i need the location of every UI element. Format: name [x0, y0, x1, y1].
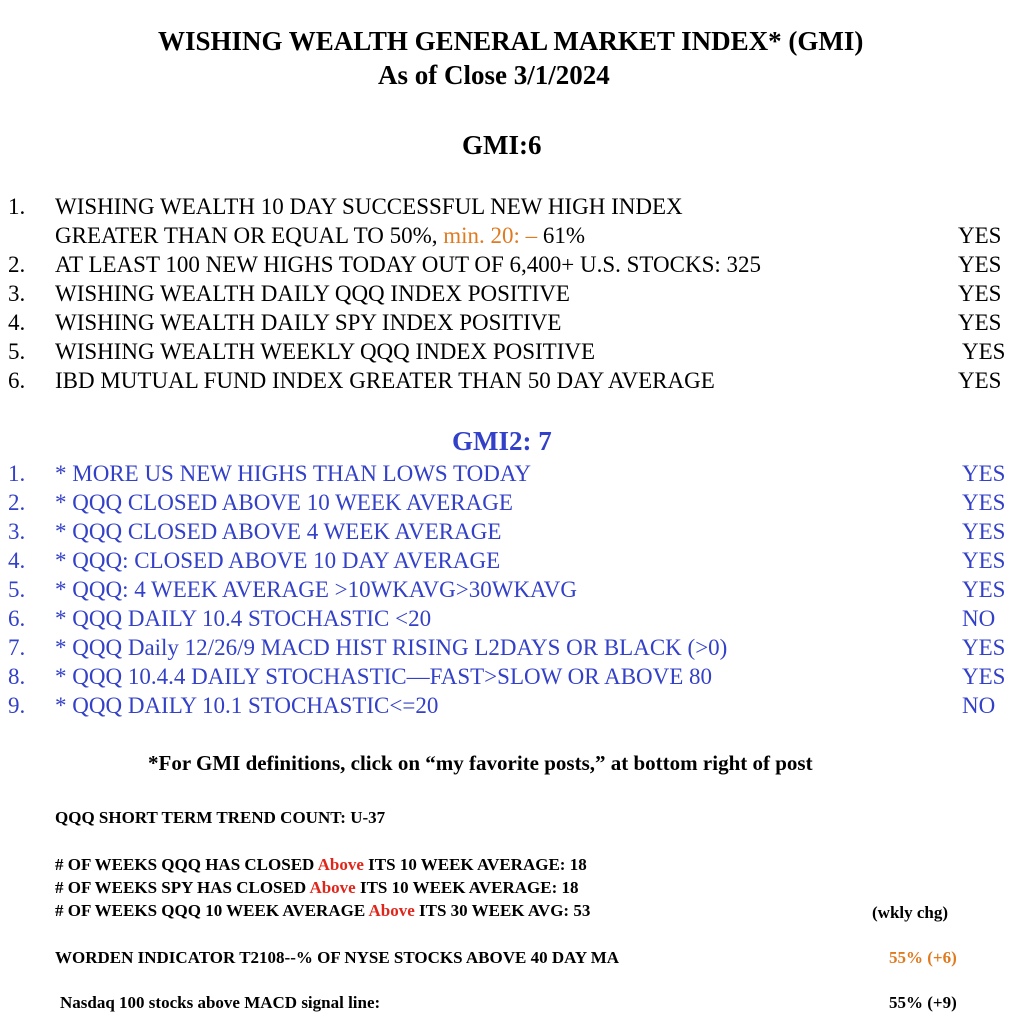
worden-indicator-label: WORDEN INDICATOR T2108--% OF NYSE STOCKS ABOVE 40 DAY MA — [55, 948, 620, 967]
nasdaq-macd-value: 55% (+9) — [889, 993, 957, 1012]
gmi2-item-value: NO — [962, 606, 996, 631]
gmi-item-value: YES — [958, 252, 1002, 277]
gmi-item-text: WISHING WEALTH DAILY QQQ INDEX POSITIVE — [55, 281, 570, 306]
gmi-item-text: WISHING WEALTH DAILY SPY INDEX POSITIVE — [55, 310, 562, 335]
gmi2-score: GMI2: 7 — [452, 426, 552, 456]
weekly-change-header: (wkly chg) — [872, 903, 949, 922]
gmi2-item-num: 1. — [8, 461, 26, 486]
above-word: Above — [309, 878, 356, 897]
gmi-item-value: YES — [958, 368, 1002, 393]
gmi-item-text: WISHING WEALTH 10 DAY SUCCESSFUL NEW HIGH INDEX — [55, 194, 683, 219]
gmi-item-text: WISHING WEALTH WEEKLY QQQ INDEX POSITIVE — [55, 339, 596, 364]
gmi-min-threshold: min. 20: – — [443, 223, 538, 248]
gmi-item-num: 2. — [8, 252, 26, 277]
weeks-text: # OF WEEKS SPY HAS CLOSED — [55, 878, 310, 897]
gmi2-item-text: * QQQ CLOSED ABOVE 10 WEEK AVERAGE — [55, 490, 513, 515]
gmi2-item-value: NO — [962, 693, 996, 718]
weeks-qqq-30wk — [55, 901, 590, 921]
above-word: Above — [368, 901, 415, 920]
gmi2-item-text: * QQQ: 4 WEEK AVERAGE >10WKAVG>30WKAVG — [55, 577, 577, 602]
gmi-item-value: YES — [958, 310, 1002, 335]
gmi2-item-num: 5. — [8, 577, 26, 602]
gmi2-item-value: YES — [962, 490, 1006, 515]
weeks-qqq-10wk — [55, 855, 587, 875]
gmi2-item-num: 9. — [8, 693, 26, 718]
trend-count: QQQ SHORT TERM TREND COUNT: U-37 — [55, 808, 386, 827]
weeks-text: ITS 10 WEEK AVERAGE: 18 — [363, 855, 587, 874]
gmi2-item-text: * QQQ 10.4.4 DAILY STOCHASTIC—FAST>SLOW OR ABOVE 80 — [55, 664, 713, 689]
gmi-item-text — [55, 223, 585, 249]
gmi2-item-num: 6. — [8, 606, 26, 631]
page-subtitle: As of Close 3/1/2024 — [378, 60, 610, 90]
gmi-item-num: 3. — [8, 281, 26, 306]
gmi-item-num: 1. — [8, 194, 26, 219]
worden-indicator-value: 55% (+6) — [889, 948, 957, 967]
above-word: Above — [317, 855, 364, 874]
gmi-score: GMI:6 — [462, 130, 542, 160]
weeks-text: # OF WEEKS QQQ 10 WEEK AVERAGE — [55, 901, 369, 920]
gmi2-item-text: * QQQ: CLOSED ABOVE 10 DAY AVERAGE — [55, 548, 501, 573]
gmi2-item-num: 7. — [8, 635, 26, 660]
gmi-item-text-part: GREATER THAN OR EQUAL TO 50%, — [55, 223, 444, 248]
weeks-text: ITS 30 WEEK AVG: 53 — [414, 901, 591, 920]
weeks-text: ITS 10 WEEK AVERAGE: 18 — [355, 878, 579, 897]
gmi-item-num: 5. — [8, 339, 26, 364]
weeks-text: # OF WEEKS QQQ HAS CLOSED — [55, 855, 318, 874]
gmi-item-text: IBD MUTUAL FUND INDEX GREATER THAN 50 DAY AVERAGE — [55, 368, 715, 393]
gmi2-item-value: YES — [962, 519, 1006, 544]
gmi-item-num: 6. — [8, 368, 26, 393]
gmi2-item-value: YES — [962, 461, 1006, 486]
gmi2-item-text: * QQQ DAILY 10.1 STOCHASTIC<=20 — [55, 693, 439, 718]
weeks-spy-10wk — [55, 878, 579, 898]
gmi-item-text: AT LEAST 100 NEW HIGHS TODAY OUT OF 6,400+ U.S. STOCKS: 325 — [55, 252, 762, 277]
gmi2-item-text: * QQQ CLOSED ABOVE 4 WEEK AVERAGE — [55, 519, 502, 544]
gmi2-item-num: 4. — [8, 548, 26, 573]
gmi-item-value: YES — [958, 281, 1002, 306]
gmi-item-value: YES — [958, 223, 1002, 248]
gmi2-item-value: YES — [962, 635, 1006, 660]
page-title: WISHING WEALTH GENERAL MARKET INDEX* (GMI) — [158, 26, 864, 56]
gmi2-item-num: 3. — [8, 519, 26, 544]
gmi2-item-value: YES — [962, 548, 1006, 573]
gmi2-item-text: * MORE US NEW HIGHS THAN LOWS TODAY — [55, 461, 532, 486]
gmi2-item-num: 8. — [8, 664, 26, 689]
gmi2-item-value: YES — [962, 664, 1006, 689]
nasdaq-macd-label: Nasdaq 100 stocks above MACD signal line: — [60, 993, 381, 1012]
gmi-item-num: 4. — [8, 310, 26, 335]
gmi-item-text-part: 61% — [537, 223, 586, 248]
gmi2-item-value: YES — [962, 577, 1006, 602]
definitions-note: *For GMI definitions, click on “my favorite posts,” at bottom right of post — [148, 751, 813, 775]
gmi2-item-num: 2. — [8, 490, 26, 515]
gmi2-item-text: * QQQ Daily 12/26/9 MACD HIST RISING L2DAYS OR BLACK (>0) — [55, 635, 728, 660]
gmi2-item-text: * QQQ DAILY 10.4 STOCHASTIC <20 — [55, 606, 432, 631]
gmi-item-value: YES — [962, 339, 1006, 364]
